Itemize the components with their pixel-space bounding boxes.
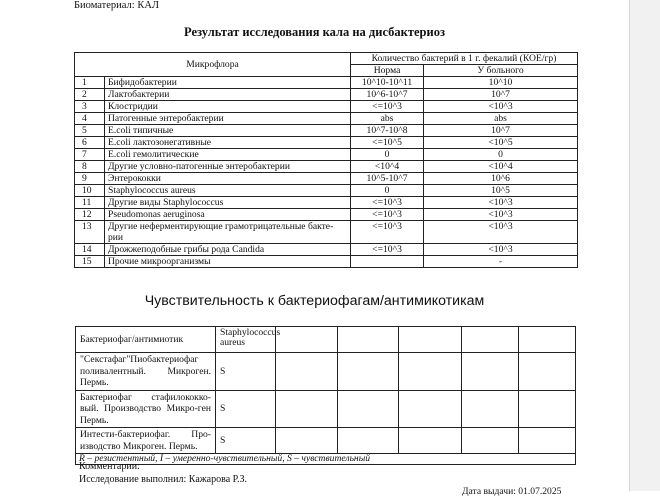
patient-value: - xyxy=(424,256,578,268)
norm-value: 0 xyxy=(351,149,424,161)
patient-value: <10^5 xyxy=(424,137,578,149)
sensitivity-value: S xyxy=(216,428,276,454)
row-number: 8 xyxy=(75,161,105,173)
patient-value: 10^7 xyxy=(424,125,578,137)
row-number: 14 xyxy=(75,244,105,256)
table-row xyxy=(75,125,578,137)
page-edge xyxy=(629,0,660,491)
sensitivity-legend: R – резистентный, I – умеренно-чувствительный, S – чувствительный xyxy=(76,454,576,465)
row-number: 11 xyxy=(75,197,105,209)
table-row xyxy=(75,77,578,89)
empty-cell xyxy=(519,353,576,391)
table-row xyxy=(75,221,578,244)
report-title: Результат исследования кала на дисбактериоз xyxy=(184,25,445,39)
norm-value: <=10^3 xyxy=(351,101,424,113)
row-number: 5 xyxy=(75,125,105,137)
patient-value: <10^3 xyxy=(424,209,578,221)
empty-cell xyxy=(338,327,399,353)
performer-label: Исследование выполнил: Кажарова Р.З. xyxy=(79,474,247,485)
patient-value: <10^3 xyxy=(424,101,578,113)
row-number: 7 xyxy=(75,149,105,161)
empty-cell xyxy=(519,390,576,428)
row-number: 1 xyxy=(75,77,105,89)
header-microflora: Микрофлора xyxy=(75,53,351,77)
sensitivity-title: Чувствительность к бактериофагам/антимикотикам xyxy=(144,293,485,309)
patient-value: <10^3 xyxy=(424,221,578,244)
norm-value: <=10^5 xyxy=(351,137,424,149)
empty-cell xyxy=(519,327,576,353)
empty-cell xyxy=(276,428,338,454)
table-row xyxy=(75,101,578,113)
norm-value: 10^10-10^11 xyxy=(351,77,424,89)
sensitivity-value: S xyxy=(216,390,276,428)
header-agent: Бактериофаг/антимиотик xyxy=(76,327,216,353)
row-number: 12 xyxy=(75,209,105,221)
table-row xyxy=(76,390,576,428)
norm-value: 10^5-10^7 xyxy=(351,173,424,185)
norm-value: 10^7-10^8 xyxy=(351,125,424,137)
agent-name: Интести-бактериофаг. Про-изводство Микроген. Пермь. xyxy=(76,428,216,454)
empty-cell xyxy=(462,327,519,353)
empty-cell xyxy=(276,390,338,428)
norm-value: 10^6-10^7 xyxy=(351,89,424,101)
empty-cell xyxy=(338,390,399,428)
agent-name: "Секстафаг"Пиобактериофаг поливалентный. Микроген. Пермь. xyxy=(76,353,216,391)
norm-value: 0 xyxy=(351,185,424,197)
header-patient: У больного xyxy=(424,65,578,77)
microorganism-name: Прочие микроорганизмы xyxy=(105,256,351,268)
patient-value: abs xyxy=(424,113,578,125)
microorganism-name: Бифидобактерии xyxy=(105,77,351,89)
header-norm: Норма xyxy=(351,65,424,77)
row-number: 4 xyxy=(75,113,105,125)
microorganism-name: Дрожжеподобные грибы рода Candida xyxy=(105,244,351,256)
row-number: 15 xyxy=(75,256,105,268)
agent-name: Бактериофаг стафилококко-вый. Производство Микро-ген Пермь. xyxy=(76,390,216,428)
microorganism-name: Энтерококки xyxy=(105,173,351,185)
table-row xyxy=(75,256,578,268)
microorganism-name: E.coli типичные xyxy=(105,125,351,137)
empty-cell xyxy=(338,353,399,391)
table-row xyxy=(76,353,576,391)
table-row xyxy=(75,244,578,256)
microorganism-name: E.coli лактозонегативные xyxy=(105,137,351,149)
microorganism-name: E.coli гемолитические xyxy=(105,149,351,161)
table-row xyxy=(75,89,578,101)
empty-cell xyxy=(462,390,519,428)
empty-cell xyxy=(462,353,519,391)
norm-value: abs xyxy=(351,113,424,125)
norm-value xyxy=(351,256,424,268)
row-number: 3 xyxy=(75,101,105,113)
table-row xyxy=(75,197,578,209)
header-bacteria-count: Количество бактерий в 1 г. фекалий (КОЕ/гр) xyxy=(351,53,578,65)
row-number: 9 xyxy=(75,173,105,185)
empty-cell xyxy=(519,428,576,454)
row-number: 10 xyxy=(75,185,105,197)
row-number: 2 xyxy=(75,89,105,101)
table-row xyxy=(75,185,578,197)
empty-cell xyxy=(399,390,462,428)
microorganism-name: Клостридии xyxy=(105,101,351,113)
table-row xyxy=(75,209,578,221)
table-row xyxy=(75,161,578,173)
patient-value: 10^6 xyxy=(424,173,578,185)
patient-value: 10^7 xyxy=(424,89,578,101)
microorganism-name: Другие неферментирующие грамотрицательные бакте-рии xyxy=(105,221,351,244)
table-row xyxy=(75,113,578,125)
header-organism: Staphylococcus aureus xyxy=(216,327,276,353)
norm-value: <=10^3 xyxy=(351,209,424,221)
patient-value: 10^10 xyxy=(424,77,578,89)
norm-value: <=10^3 xyxy=(351,197,424,209)
microorganism-name: Staphylococcus aureus xyxy=(105,185,351,197)
patient-value: 0 xyxy=(424,149,578,161)
patient-value: 10^5 xyxy=(424,185,578,197)
microflora-table xyxy=(74,52,578,268)
issue-date: Дата выдачи: 01.07.2025 xyxy=(462,486,562,497)
microorganism-name: Pseudomonas aeruginosa xyxy=(105,209,351,221)
row-number: 6 xyxy=(75,137,105,149)
patient-value: <10^4 xyxy=(424,161,578,173)
table-row xyxy=(75,173,578,185)
comments-label: Комментарии: xyxy=(79,461,140,472)
empty-cell xyxy=(399,428,462,454)
empty-cell xyxy=(462,428,519,454)
microorganism-name: Лактобактерии xyxy=(105,89,351,101)
table-row xyxy=(75,149,578,161)
norm-value: <10^4 xyxy=(351,161,424,173)
microorganism-name: Другие виды Staphylococcus xyxy=(105,197,351,209)
empty-cell xyxy=(276,327,338,353)
norm-value: <=10^3 xyxy=(351,221,424,244)
norm-value: <=10^3 xyxy=(351,244,424,256)
patient-value: <10^3 xyxy=(424,244,578,256)
sensitivity-table xyxy=(75,326,576,465)
table-row xyxy=(76,428,576,454)
empty-cell xyxy=(276,353,338,391)
empty-cell xyxy=(399,353,462,391)
microorganism-name: Патогенные энтеробактерии xyxy=(105,113,351,125)
row-number: 13 xyxy=(75,221,105,244)
table-row xyxy=(75,137,578,149)
sensitivity-value: S xyxy=(216,353,276,391)
patient-value: <10^3 xyxy=(424,197,578,209)
biomaterial-label: Биоматериал: КАЛ xyxy=(74,0,160,11)
empty-cell xyxy=(399,327,462,353)
microorganism-name: Другие условно-патогенные энтеробактерии xyxy=(105,161,351,173)
empty-cell xyxy=(338,428,399,454)
